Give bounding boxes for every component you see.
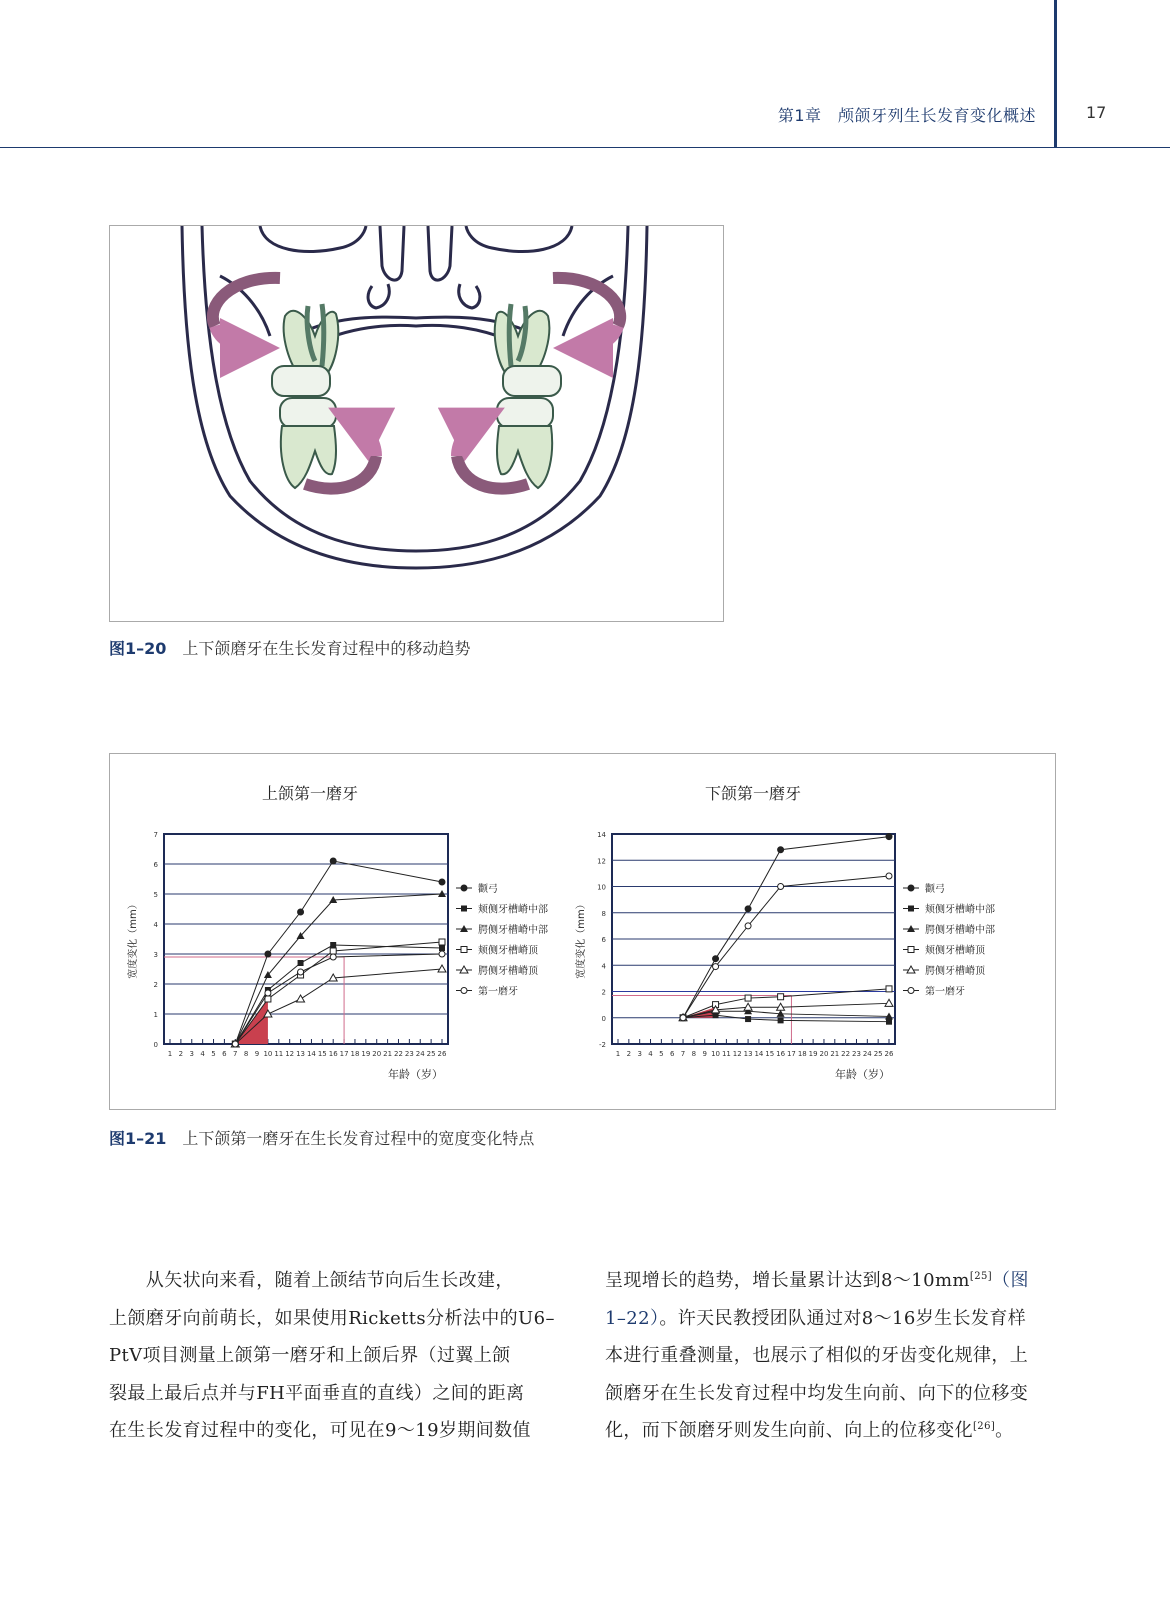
legend-label: 颊侧牙槽嵴顶	[478, 945, 538, 957]
x-tick-label: 10	[263, 1050, 273, 1058]
x-tick-label: 21	[383, 1050, 393, 1058]
data-point	[439, 945, 445, 951]
x-tick-label: 8	[691, 1050, 697, 1058]
legend-marker	[461, 906, 467, 912]
legend-marker	[461, 885, 467, 891]
x-tick-label: 23	[852, 1050, 861, 1058]
data-point	[778, 847, 784, 853]
legend-label: 腭侧牙槽嵴顶	[925, 966, 985, 977]
legend-marker	[461, 947, 467, 953]
left-molars-icon	[272, 304, 338, 488]
data-point	[298, 969, 304, 975]
legend-label: 颧弓	[925, 884, 945, 895]
figure2-label: 图1–21	[109, 1129, 167, 1148]
y-tick-label: 2	[153, 981, 158, 989]
x-tick-label: 25	[426, 1050, 436, 1058]
x-tick-label: 3	[189, 1050, 194, 1058]
data-point	[265, 990, 271, 996]
x-tick-label: 16	[776, 1050, 786, 1058]
figure-width-change	[109, 753, 1056, 1110]
x-tick-label: 2	[178, 1050, 184, 1058]
chart-title: 上颌第一磨牙	[261, 784, 359, 803]
x-tick-label: 4	[200, 1050, 205, 1058]
x-tick-label: 22	[841, 1050, 851, 1058]
data-point	[778, 1017, 784, 1023]
data-point	[330, 948, 336, 954]
citation-26[interactable]: [26]	[973, 1421, 996, 1432]
y-tick-label: 0	[153, 1041, 158, 1049]
y-tick-label: 5	[153, 891, 158, 899]
chart-2	[574, 784, 995, 1081]
x-tick-label: 25	[873, 1050, 883, 1058]
width-charts	[110, 754, 1055, 1109]
x-tick-label: 21	[830, 1050, 840, 1058]
y-tick-label: 2	[601, 988, 606, 997]
text-line	[605, 1412, 1057, 1450]
text-line: PtV项目测量上颌第一磨牙和上颌后界（过翼上颌	[109, 1345, 511, 1366]
data-point	[713, 956, 719, 962]
x-axis-label: 年龄（岁）	[835, 1068, 890, 1081]
x-tick-label: 13	[743, 1050, 753, 1058]
data-point	[745, 995, 751, 1001]
x-tick-label: 6	[669, 1050, 675, 1058]
y-tick-label: 1	[153, 1011, 158, 1019]
x-tick-label: 12	[732, 1050, 742, 1058]
chart-title: 下颌第一磨牙	[704, 784, 802, 803]
legend-marker	[908, 947, 914, 953]
text-line: 裂最上最后点并与FH平面垂直的直线）之间的距离	[109, 1382, 525, 1404]
skull-illustration	[110, 226, 723, 621]
x-tick-label: 7	[680, 1050, 686, 1058]
y-tick-label: 8	[601, 909, 606, 918]
x-tick-label: 19	[361, 1050, 371, 1058]
legend-label: 颊侧牙槽嵴中部	[925, 904, 995, 916]
x-tick-label: 5	[659, 1050, 664, 1058]
data-point	[886, 986, 892, 992]
data-point	[439, 879, 445, 885]
data-point	[330, 954, 336, 960]
x-tick-label: 22	[394, 1050, 403, 1058]
y-tick-label: 12	[597, 857, 606, 866]
data-point	[713, 964, 719, 970]
x-tick-label: 16	[328, 1050, 338, 1058]
x-tick-label: 14	[306, 1050, 316, 1058]
y-tick-label: 7	[153, 831, 158, 839]
text-line	[605, 1300, 1057, 1338]
figure1-caption-text: 上下颌磨牙在生长发育过程中的移动趋势	[182, 639, 471, 658]
data-point	[745, 906, 751, 912]
text-line	[605, 1262, 1057, 1300]
x-tick-label: 19	[808, 1050, 818, 1058]
x-tick-label: 10	[711, 1050, 721, 1058]
x-tick-label: 12	[285, 1050, 295, 1058]
y-tick-label: 4	[153, 921, 158, 929]
x-tick-label: 23	[404, 1050, 414, 1058]
text-line-part: 。	[995, 1420, 1014, 1441]
x-tick-label: 18	[350, 1050, 360, 1058]
y-tick-label: 6	[153, 861, 158, 869]
x-tick-label: 3	[637, 1050, 642, 1058]
x-tick-label: 8	[243, 1050, 249, 1058]
body-right-column	[605, 1262, 1057, 1450]
x-tick-label: 17	[786, 1050, 796, 1058]
legend-label: 颊侧牙槽嵴中部	[478, 904, 548, 916]
x-tick-label: 17	[339, 1050, 349, 1058]
y-tick-label: 0	[601, 1014, 606, 1023]
text-line: 颌磨牙在生长发育过程中均发生向前、向下的位移变	[605, 1382, 1029, 1404]
y-tick-label: 10	[597, 883, 606, 892]
x-tick-label: 7	[233, 1050, 238, 1058]
header-vertical-bar	[1054, 0, 1057, 148]
text-line: 上颌磨牙向前萌长，如果使用Ricketts分析法中的U6–	[109, 1307, 555, 1329]
figure-molar-movement	[109, 225, 724, 622]
plot-frame	[164, 834, 448, 1044]
text-line: 在生长发育过程中的变化，可见在9～19岁期间数值	[109, 1420, 531, 1441]
citation-25[interactable]: [25]	[969, 1271, 993, 1282]
x-tick-label: 1	[167, 1050, 173, 1058]
x-tick-label: 11	[721, 1050, 731, 1058]
y-tick-label: 4	[601, 962, 606, 971]
data-point	[439, 951, 445, 957]
legend-marker	[908, 906, 914, 912]
data-point	[886, 873, 892, 879]
data-point	[330, 858, 336, 864]
figure2-caption	[109, 1126, 534, 1149]
data-point	[778, 884, 784, 890]
x-tick-label: 9	[254, 1050, 260, 1058]
text-line: 本进行重叠测量，也展示了相似的牙齿变化规律，上	[605, 1345, 1029, 1366]
x-axis-label: 年龄（岁）	[388, 1068, 443, 1081]
x-tick-label: 6	[222, 1050, 227, 1058]
legend-label: 第一磨牙	[925, 986, 965, 998]
x-tick-label: 18	[797, 1050, 807, 1058]
x-tick-label: 20	[372, 1050, 382, 1058]
data-point	[745, 1016, 751, 1022]
x-tick-label: 13	[296, 1050, 306, 1058]
x-tick-label: 11	[274, 1050, 284, 1058]
x-tick-label: 14	[754, 1050, 764, 1058]
text-line-part: 。许天民教授团队通过对8～16岁生长发育样	[659, 1307, 1027, 1329]
chart-1	[126, 784, 548, 1081]
figure1-caption	[109, 636, 470, 659]
figure2-caption-text: 上下颌第一磨牙在生长发育过程中的宽度变化特点	[182, 1129, 535, 1148]
x-tick-label: 2	[626, 1050, 632, 1058]
x-tick-label: 24	[415, 1050, 425, 1058]
x-tick-label: 15	[765, 1050, 775, 1058]
legend-label: 腭侧牙槽嵴中部	[925, 925, 995, 936]
y-axis-label: 宽度变化（mm）	[128, 899, 139, 979]
legend-marker	[461, 988, 467, 994]
y-tick-label: 14	[597, 831, 606, 839]
legend-label: 腭侧牙槽嵴顶	[478, 966, 538, 977]
data-point	[680, 1015, 686, 1021]
page-number: 17	[1086, 103, 1107, 122]
right-molars-icon	[495, 304, 561, 488]
x-tick-label: 26	[437, 1050, 447, 1058]
header-rule	[0, 147, 1170, 148]
data-point	[330, 942, 336, 948]
y-tick-label: 6	[601, 936, 606, 944]
x-tick-label: 20	[819, 1050, 829, 1058]
legend-label: 腭侧牙槽嵴中部	[478, 925, 548, 936]
data-point	[298, 909, 304, 915]
data-point	[745, 923, 751, 929]
legend-label: 颊侧牙槽嵴顶	[925, 945, 985, 957]
data-point	[439, 939, 445, 945]
legend-label: 第一磨牙	[478, 986, 518, 998]
data-point	[265, 951, 271, 957]
data-point	[778, 994, 784, 1000]
x-tick-label: 24	[862, 1050, 872, 1058]
text-line: 从矢状向来看，随着上颌结节向后生长改建，	[109, 1270, 514, 1291]
x-tick-label: 9	[702, 1050, 707, 1058]
figure-ref-link[interactable]: （图	[992, 1270, 1029, 1291]
x-tick-label: 4	[648, 1050, 653, 1058]
x-tick-label: 26	[884, 1050, 894, 1058]
y-tick-label: 3	[153, 951, 158, 959]
data-point	[886, 834, 892, 840]
legend-label: 颧弓	[478, 884, 498, 895]
x-tick-label: 1	[615, 1050, 621, 1058]
text-line-part: 化，而下颌磨牙则发生向前、向上的位移变化	[605, 1420, 973, 1441]
figure-ref-link[interactable]: 1–22）	[605, 1307, 660, 1329]
text-line-part: 呈现增长的趋势，增长量累计达到8～10mm	[605, 1270, 970, 1291]
x-tick-label: 15	[317, 1050, 327, 1058]
data-point	[298, 960, 304, 966]
y-tick-label: -2	[599, 1041, 606, 1049]
body-left-column	[109, 1262, 561, 1450]
legend-marker	[908, 885, 914, 891]
chapter-title: 第1章 颅颌牙列生长发育变化概述	[777, 106, 1036, 125]
figure1-label: 图1–20	[109, 639, 167, 658]
data-point	[886, 1019, 892, 1025]
y-axis-label: 宽度变化（mm）	[576, 899, 587, 979]
legend-marker	[908, 988, 914, 994]
data-point	[232, 1041, 238, 1047]
x-tick-label: 5	[211, 1050, 216, 1058]
